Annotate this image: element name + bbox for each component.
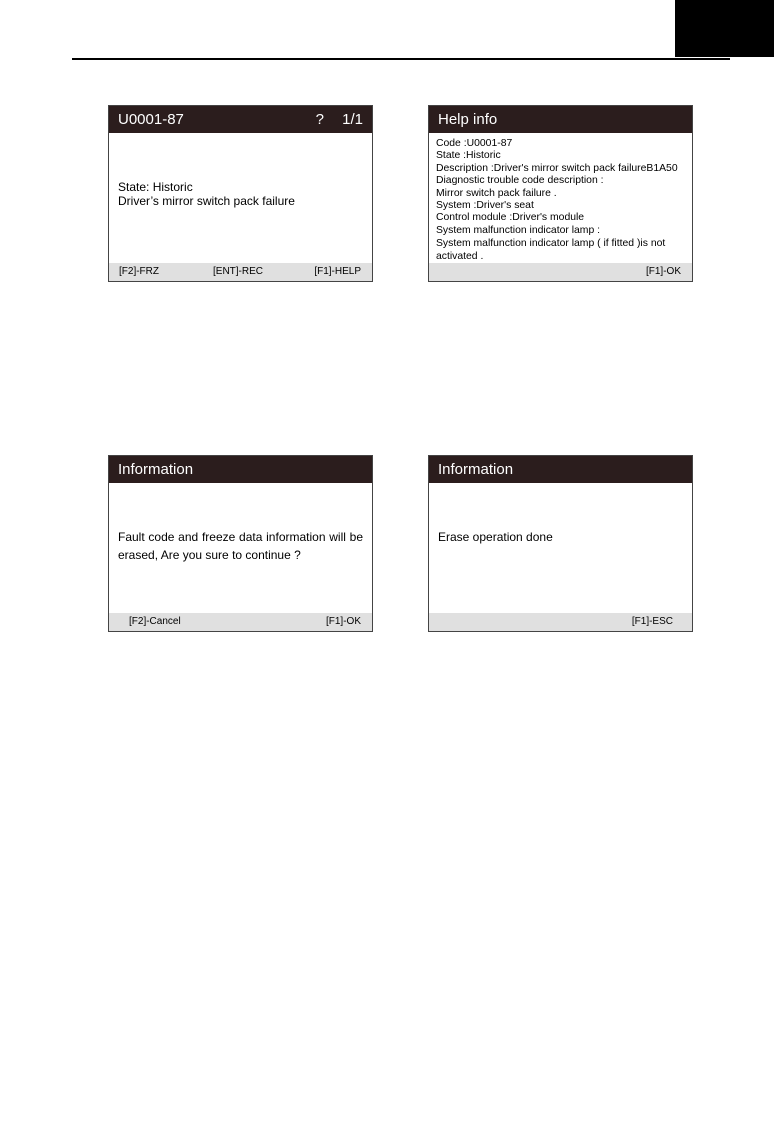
erase-done-screen — [428, 455, 693, 632]
description-line: Driver’s mirror switch pack failure — [118, 194, 295, 208]
title-bar — [429, 106, 692, 133]
cancel-key[interactable]: [F2]-Cancel — [129, 616, 181, 627]
header-rule — [72, 58, 730, 60]
help-line: State :Historic — [436, 150, 501, 162]
confirm-message: Fault code and freeze data information will be erased, Are you sure to continue ? — [118, 530, 363, 562]
help-key[interactable]: [F1]-HELP — [314, 266, 361, 277]
screen-title: Information — [438, 461, 514, 478]
ok-key[interactable]: [F1]-OK — [325, 616, 361, 627]
help-line: Code :U0001-87 — [436, 138, 513, 149]
erase-confirm-screen — [108, 455, 373, 632]
help-line: Control module :Driver's module — [436, 212, 585, 224]
corner-tab — [675, 0, 774, 57]
help-line: System :Driver's seat — [436, 200, 534, 212]
help-line: System malfunction indicator lamp ( if fitted )is not activated . — [436, 238, 666, 262]
page-indicator: 1/1 — [342, 111, 363, 128]
help-line: Description :Driver's mirror switch pack failureB1A50 — [436, 162, 678, 174]
footer-bar — [109, 263, 372, 281]
esc-key[interactable]: [F1]-ESC — [631, 616, 673, 627]
help-line: System malfunction indicator lamp : — [436, 224, 601, 236]
state-line: State: Historic — [118, 180, 193, 194]
dtc-body — [118, 180, 363, 208]
help-mark: ? — [315, 111, 324, 128]
record-key[interactable]: [ENT]-REC — [213, 266, 263, 277]
screen-title: Information — [118, 461, 194, 478]
freeze-frame-key[interactable]: [F2]-FRZ — [119, 266, 159, 277]
help-line: Diagnostic trouble code description : — [436, 175, 604, 187]
ok-key[interactable]: [F1]-OK — [645, 266, 681, 277]
help-info-screen — [428, 105, 693, 282]
title-bar — [109, 106, 372, 133]
help-body — [436, 138, 686, 263]
screen-title: Help info — [438, 111, 498, 128]
help-line: Mirror switch pack failure . — [436, 187, 557, 199]
screen-title: U0001-87 — [118, 111, 184, 128]
dtc-screen — [108, 105, 373, 282]
done-message: Erase operation done — [438, 530, 553, 544]
footer-bar — [429, 263, 692, 281]
footer-bar — [109, 613, 372, 631]
title-bar — [109, 456, 372, 483]
footer-bar — [429, 613, 692, 631]
title-bar — [429, 456, 692, 483]
